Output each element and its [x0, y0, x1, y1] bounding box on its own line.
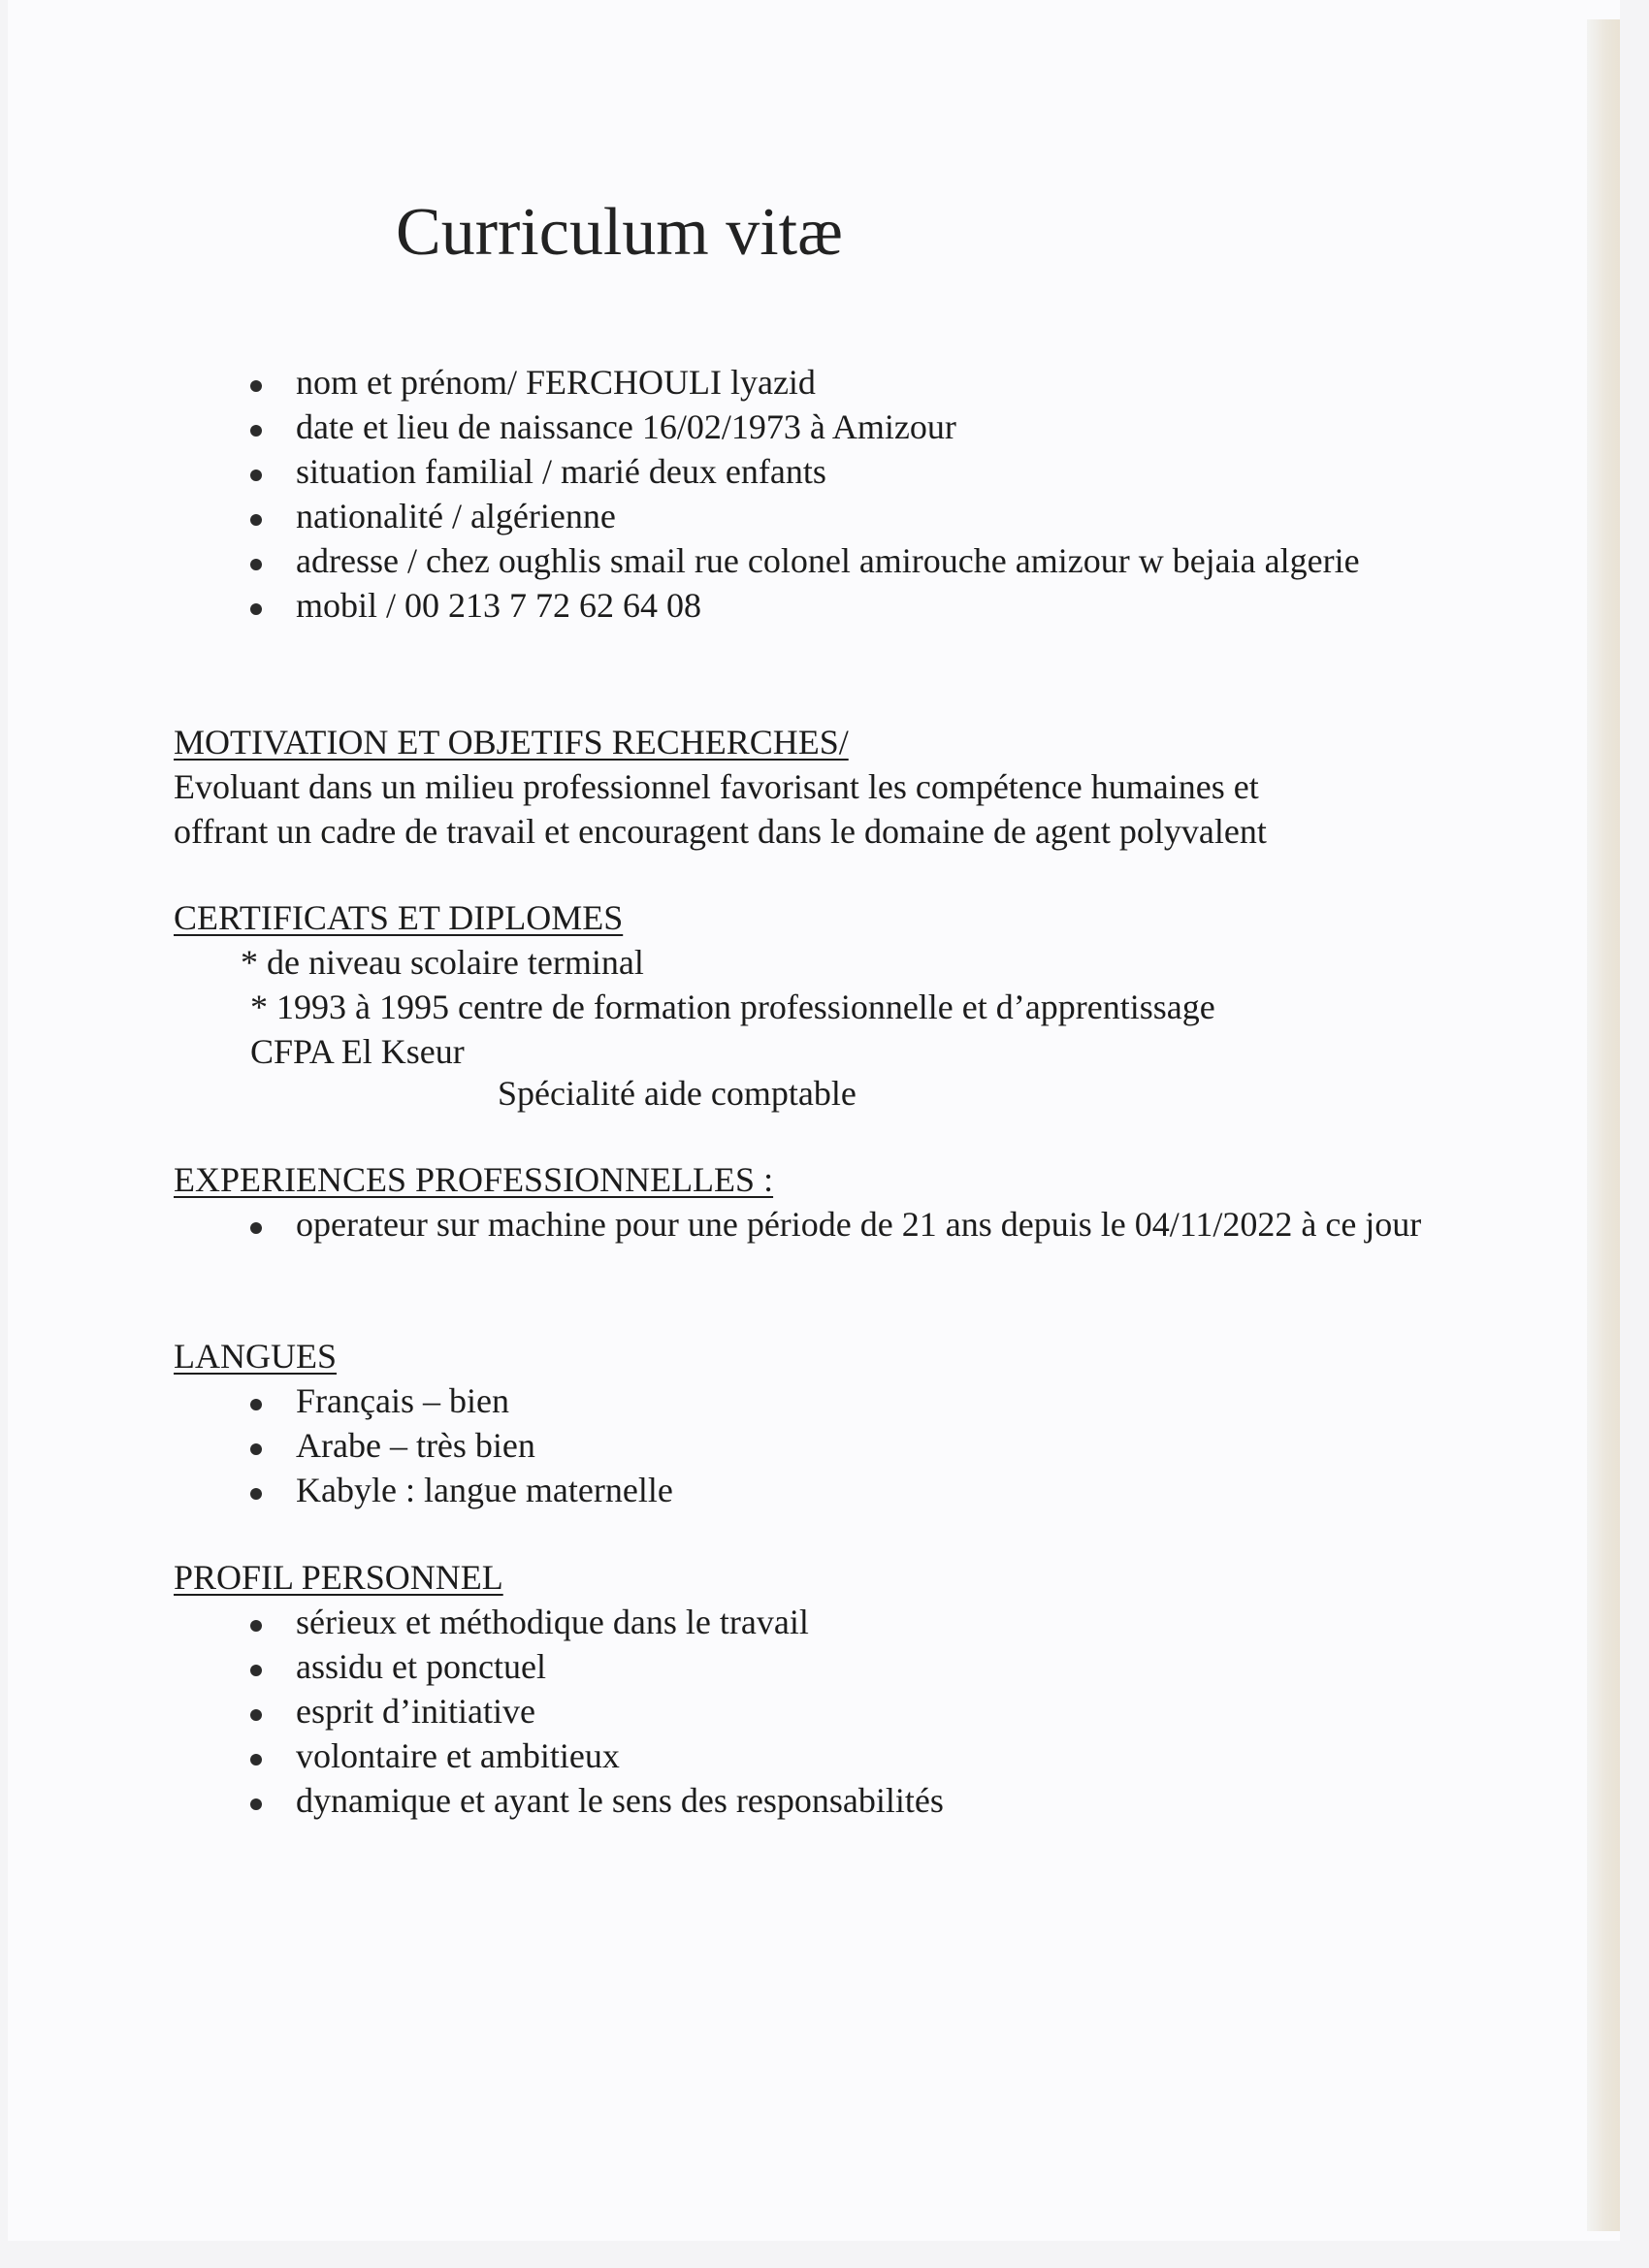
list-item: date et lieu de naissance 16/02/1973 à Amizour: [250, 405, 1489, 449]
list-item: volontaire et ambitieux: [250, 1733, 1489, 1778]
motivation-text-line-1: Evoluant dans un milieu professionnel favorisant les compétence humaines et: [174, 767, 1259, 806]
certificats-heading: CERTIFICATS ET DIPLOMES: [174, 898, 624, 937]
list-item: mobil / 00 213 7 72 62 64 08: [250, 583, 1489, 628]
list-item: operateur sur machine pour une période de 21 ans depuis le 04/11/2022 à ce jour: [250, 1202, 1440, 1247]
bullet-icon: [250, 1488, 262, 1500]
list-item: assidu et ponctuel: [250, 1644, 1489, 1689]
list-item: esprit d’initiative: [250, 1689, 1489, 1733]
motivation-heading: MOTIVATION ET OBJETIFS RECHERCHES/: [174, 723, 849, 761]
bullet-icon: [250, 1399, 262, 1410]
page-edge-shadow: [1587, 19, 1620, 2231]
motivation-text-line-2: offrant un cadre de travail et encouragent dans le domaine de agent polyvalent: [174, 812, 1267, 851]
langues-heading: LANGUES: [174, 1337, 337, 1376]
page-title: Curriculum vitæ: [396, 195, 843, 270]
certificat-item: * 1993 à 1995 centre de formation professionnelle et d’apprentissage: [250, 988, 1215, 1026]
certificat-item: * de niveau scolaire terminal: [241, 943, 644, 982]
bullet-icon: [250, 603, 262, 615]
list-item: Kabyle : langue maternelle: [250, 1468, 1489, 1512]
list-item: nom et prénom/ FERCHOULI lyazid: [250, 360, 1489, 405]
certificat-specialty: Spécialité aide comptable: [498, 1074, 857, 1113]
list-item: dynamique et ayant le sens des responsabilités: [250, 1778, 1489, 1823]
certificat-school: CFPA El Kseur: [250, 1032, 465, 1071]
bullet-icon: [250, 1222, 262, 1234]
list-item: adresse / chez oughlis smail rue colonel amirouche amizour w bejaia algerie: [250, 538, 1421, 583]
profil-list: [250, 1600, 1489, 1823]
bullet-icon: [250, 1443, 262, 1455]
list-item: Arabe – très bien: [250, 1423, 1489, 1468]
langues-list: [250, 1378, 1489, 1512]
experiences-list: [250, 1202, 1440, 1247]
bullet-icon: [250, 1665, 262, 1676]
bullet-icon: [250, 1798, 262, 1810]
profil-heading: PROFIL PERSONNEL: [174, 1558, 503, 1597]
bullet-icon: [250, 425, 262, 437]
bullet-icon: [250, 1754, 262, 1766]
bullet-icon: [250, 1620, 262, 1632]
experiences-heading: EXPERIENCES PROFESSIONNELLES :: [174, 1160, 774, 1199]
list-item: sérieux et méthodique dans le travail: [250, 1600, 1489, 1644]
bullet-icon: [250, 1709, 262, 1721]
list-item: Français – bien: [250, 1378, 1489, 1423]
bullet-icon: [250, 380, 262, 392]
personal-info-list: [250, 360, 1489, 628]
bullet-icon: [250, 470, 262, 481]
scanned-page: [8, 0, 1620, 2241]
list-item: situation familial / marié deux enfants: [250, 449, 1489, 494]
list-item: nationalité / algérienne: [250, 494, 1489, 538]
bullet-icon: [250, 559, 262, 570]
bullet-icon: [250, 514, 262, 526]
